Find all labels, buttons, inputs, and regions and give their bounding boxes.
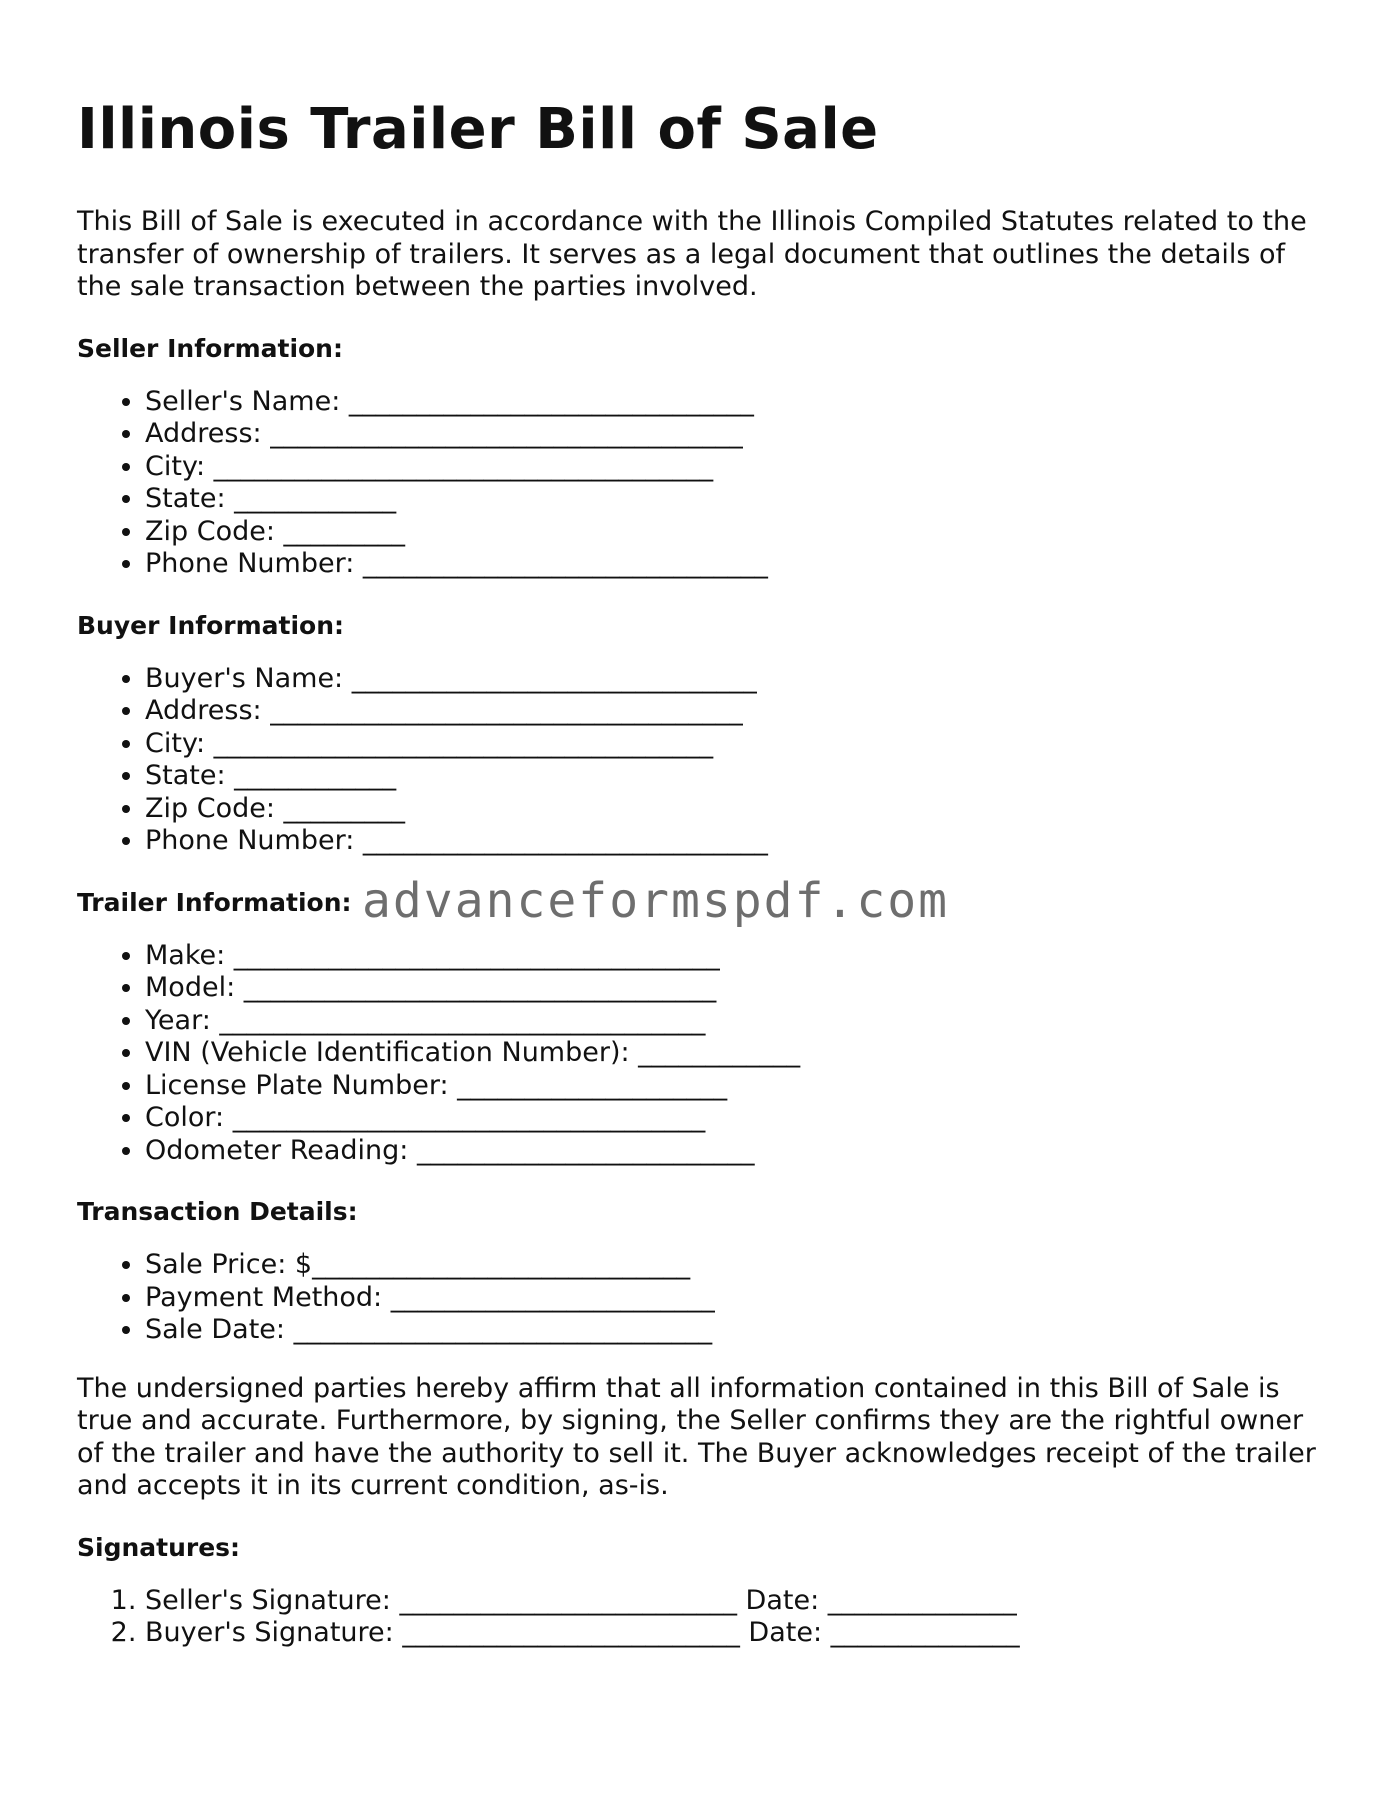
trailer-vin-field[interactable]: • VIN (Vehicle Identification Number): ____________ [145, 1037, 1327, 1070]
sale-date-field[interactable]: • Sale Date: _______________________________ [145, 1314, 1327, 1347]
trailer-year-field[interactable]: • Year: ____________________________________ [145, 1005, 1327, 1038]
signatures-section-heading: Signatures: [77, 1532, 241, 1562]
trailer-make-field[interactable]: • Make: ____________________________________ [145, 940, 1327, 973]
seller-signature-field[interactable]: 1. Seller's Signature: _________________________ Date: ______________ [145, 1585, 1327, 1618]
buyer-section-heading: Buyer Information: [77, 610, 345, 640]
buyer-signature-field[interactable]: 2. Buyer's Signature: _________________________ Date: ______________ [145, 1617, 1327, 1650]
trailer-heading-row [77, 872, 1327, 929]
seller-state-field[interactable]: • State: ____________ [145, 483, 1327, 516]
buyer-name-field[interactable]: • Buyer's Name: ______________________________ [145, 663, 1327, 696]
document-page [77, 92, 1327, 1650]
trailer-model-field[interactable]: • Model: ___________________________________ [145, 972, 1327, 1005]
payment-method-field[interactable]: • Payment Method: ________________________ [145, 1282, 1327, 1315]
trailer-section-heading: Trailer Information: [77, 887, 352, 917]
seller-section-heading: Seller Information: [77, 333, 343, 363]
seller-phone-field[interactable]: • Phone Number: ______________________________ [145, 548, 1327, 581]
trailer-color-field[interactable]: • Color: ___________________________________ [145, 1102, 1327, 1135]
buyer-fields-list [77, 663, 1327, 858]
trailer-fields-list [77, 940, 1327, 1168]
watermark-text: advanceformspdf.com [362, 872, 950, 929]
buyer-city-field[interactable]: • City: _____________________________________ [145, 728, 1327, 761]
buyer-zip-field[interactable]: • Zip Code: _________ [145, 793, 1327, 826]
transaction-fields-list [77, 1249, 1327, 1347]
seller-name-field[interactable]: • Seller's Name: ______________________________ [145, 386, 1327, 419]
trailer-odometer-field[interactable]: • Odometer Reading: _________________________ [145, 1135, 1327, 1168]
page-title: Illinois Trailer Bill of Sale [77, 97, 879, 162]
buyer-state-field[interactable]: • State: ____________ [145, 760, 1327, 793]
trailer-plate-field[interactable]: • License Plate Number: ____________________ [145, 1070, 1327, 1103]
buyer-address-field[interactable]: • Address: ___________________________________ [145, 695, 1327, 728]
seller-address-field[interactable]: • Address: ___________________________________ [145, 418, 1327, 451]
seller-fields-list [77, 386, 1327, 581]
signatures-list [77, 1585, 1327, 1650]
seller-zip-field[interactable]: • Zip Code: _________ [145, 516, 1327, 549]
sale-price-field[interactable]: • Sale Price: $____________________________ [145, 1249, 1327, 1282]
intro-paragraph: This Bill of Sale is executed in accordance with the Illinois Compiled Statutes related to the transfer of ownership of trailers. It serves as a legal document that outlines the details of the sale transaction between the parties involved. [77, 206, 1307, 302]
seller-city-field[interactable]: • City: _____________________________________ [145, 451, 1327, 484]
transaction-section-heading: Transaction Details: [77, 1197, 358, 1226]
affirmation-paragraph: The undersigned parties hereby affirm that all information contained in this Bill of Sale is true and accurate. Furthermore, by signing, the Seller confirms they are the rightful owner of the trailer and have the authority to sell it. The Buyer acknowledges receipt of the trailer and accepts it in its current condition, as-is. [77, 1372, 1316, 1501]
buyer-phone-field[interactable]: • Phone Number: ______________________________ [145, 825, 1327, 858]
